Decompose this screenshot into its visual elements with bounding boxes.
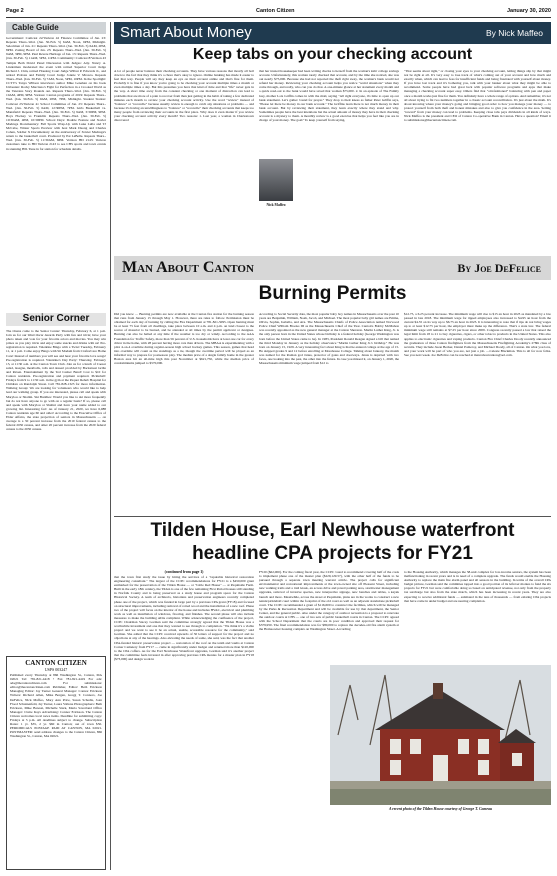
house-illustration [330,665,551,805]
tilden-house-photo [330,665,551,805]
mac-col-2: According to Social Security data, the most popular baby boy names in Massachusetts over the past 10 years are Benjamin, William, Noah, Jacob, and Michael. The most popular baby girl names are Emma, Olivia, Sophia, Isabella, and Ava. The Massachusetts Chiefs of Police Association named Norwood Police Chief William Brooks III as the Massachusetts Chief of the Year. Canton's Bobby McMahon was recently appointed as the new general manager at the Canton Sheraton. Martin Luther King, Jr. is the only person born in the United States whose birthday is a federal holiday (George Washington was born before the United States came to be). In 1983, President Ronald Reagan signed a bill that named the third Monday in January as the holiday observance "Martin Luther King Jr.'s birthday." He was born on January 15, 1929. A very interesting fact about King is that he entered college at the age of 15. He skipped grades 9 and 12 before enrolling at Morehouse College. Talking about January, the month was named for the Roman god Janus, protector of gates and doorways. Janus is depicted with two faces, one looking into the past, the other into the future. In case you missed it, on January 1, 2020, the Massachusetts minimum wage jumped from $12 to [259,312,399,366]
tilden-col-3-bottom [404,814,551,870]
mac-col-3: $12.75, a 6.25 percent increase. The minimum wage will rise to $15 an hour in 2023 as mandated by a law passed in late 2018. The minimum wage for tipped employees also increased to $4.95 an hour from the current $4.35 on its way up to $6.75 an hour in 2023. It is interesting to note that if tips do not bring wages up to at least $12.75 per hour, the employer must make up the difference. That's a state law. The federal minimum wage still remains at $7.25 per hour since 2009. Congress recently passed a law that raised the legal limit from 18 to 21 to buy cigarettes, cigars, or other tobacco products in the United States. This also applies to electronic cigarettes and vaping products. Canton Fire Chief Charles Doody recently announced the graduation of three Canton firefighters from the Massachusetts Firefighting Academy's 278th class of recruits. They include Jason Becker, Daniel Pomeroy, and Michael Doody, all of Canton. On what you love, and your work will be part of who you are, not just a job. —Celeste Blackman. This is all for now folks. See you next week. Joe DeFelice can be reached at mancaboutcanton@aol.com. [404,312,551,357]
column-name: Smart About Money [120,24,252,41]
smart-about-money-banner [114,22,551,44]
money-col-2-wrap [259,69,399,252]
author-photo-caption: Nick Maffeo [266,203,286,207]
column-name: Man About Canton [122,259,254,276]
column-byline: By Joe DeFelice [457,261,541,275]
money-col-3: "That seems about right," or closing your eyes to your checking account, letting things slip by that might not be right at all. It's very easy to lose track of what's coming out of your account and how much and exactly when, which can lead to fees for insufficient funds and being frustrated with yourself about money. If you have lost track and it's bothering you, talk with your banker about what they might be able to recommend. Some people have had great luck with popular software programs and apps that make managing a checking account super easy. Others find that "old-fashioned" balancing with pen and paper once a month works just fine for them. You definitely have a whole range of options. And remember, it's not all about trying to fix two numbers together in a classic account reconciliation. It's just about the math. It's about knowing where your money's going and bringing good order to how you manage your money — to protect yourself from both theft and honest mistakes and also to give you confidence in the area. Setting "reward" from your money can lead to problems. Keeping close tabs pays dividends in all kinds of ways. Nick Maffeo is the president and CEO of Canton Co-operative Bank in Canton. Have a question? Email it to submissions@thecantoncitizen.com. [404,69,551,123]
issue-date: January 30, 2020 [506,8,551,14]
tilden-col-3-top: to the Housing Authority, which manages the 58-unit complex for low-income seniors, the system has been malfunctioning in recent years and is in need of a complete upgrade. The funds would enable the Housing Authority to replace the main fire alarm panel and all sensors in the building. In terms of the overall CPA budget picture, Gorman said the committee tapped into a good portion of its leftover monies to fund the six projects for FY21 but were comfortable doing so based on anticipated revenue, not only from the property tax surcharge but also from the state match, which has been increasing in recent years. They are also expecting to receive additional funds — estimated in the tens of thousands — from existing CPA projects that have come in under budget and are nearing completion. [404,570,551,603]
senior-corner-title: Senior Corner [6,313,106,326]
page-number: Page 2 [6,8,24,14]
tilden-headline-line1: Tilden House, Earl Newhouse waterfront [150,520,515,541]
tilden-col-2: FY20 ($62,000). For the coming fiscal year, the CCPC voted to recommend covering half of the costs to implement phase one of the master plan ($229,129.57), with the other half of the funds to be pursued through a separate town meeting warrant article. The project calls for significant environmental and recreational improvements at the town-owned site off Pleasant Street, including new walking trails and a trail kiosk, an access drive and paved parking area, stormwater management upgrades, removal of invasive species, new interpretive signage, new benches and tables, a kayak launch and more. Meanwhile, across the street at Pequitside, plans are in the works to construct a new tennis/pickleball court within the footprint of the old court as well as an adjacent standalone pickleball court. The CCPC recommended a grant of $116,600 to construct the facilities, which will be managed by the Parks & Recreation Department and will be available for use by that department, the Senior Center, and the general public. Also under the category of outdoor recreation is a proposal to renovate the outdoor courts at CHS — one of two sets of public basketball courts in Canton. The CCPC agreed with the School Department that the courts are in poor condition and approved their request for $379,950. The final recommendation was for $80,000 to replace the decades-old fire alarm system at the Homeowner housing complex on Washington Street. According [259,570,399,632]
man-about-canton-banner [114,256,551,280]
tilden-col-1: that the town first study the issue by hiring the services of a "reputable historical restoration engineering consultant." The largest of the CCPC recommendations for FY21 is a $450,000 grant earmarked for the preservation of the Tilden House — or "Little Red House" — at Pequitside Farm. Built in the early 18th century, the Tilden is one of the few remaining First Period houses still standing in Norfolk County and is being preserved as a study house and program space for the Canton Historical Society. A team of architects, historians and preservation engineers recently completed phase one of the project, which was funded in large part by a previous CPA grant (FY18) and focused on structural improvements, including removal of rotted wood and the installation of a new roof. Phase two of the project will focus on the interior of the house and includes HVAC, electrical and plumbing work as well as installation of windows, flooring, and finishes. The second phase will also include measures to make the building ADA compliant. While acknowledging the confluence of the project, CCPC Chairman Stacey Gorman said the committee strongly agreed that the Tilden House was a worthwhile investment and one that they wanted to see through to completion. "We think it's a viable project and we want to see it be an actual, usable, accessible resource for the community," said Gorman. She added that the CCPC received upwards of 30 letters of support for the project and no objections at any of the hearings. Also elevating the needs of some, she said, was the fact that another CPA-funded historic preservation project — restoration of the roof on the tenth and vaults at Canton Corner Cemetery from FY17 — came in significantly under budget and returned more than $120,000 to the CPA coffers. As for the Earl Newhouse Waterfront upgrades, Gorman said it's another project that the committee feels invested in after approving previous CPA monies for a master plan in FY18 ($73,000) and design work in [114,575,254,661]
masthead-text: Published every Thursday at 866 Washington St., Canton, MA 02021 Tel: 781-821-4418 • Fax 781-821-4419 For ads: ads@thecantoncitizen.com For submissions: editor@thecantoncitizen.com Publisher, Editor: Beth Erickson Managing Editor: Jay Turner General Manager: Connor Erickson Writers: Richard Allen, Mike Bergen, Gregg T. Connors, Joe DeFelice, Nick Maffeo, Mary Ann Price, Susan Schadle, Joan Flood Schutzenfeld, Jay Turner, Laura Vallone Photographers: Beth Erickson, Mike Baressi, Michelle Stark, Maria Saverland Office Manager: Claire Kays Advertising: Connor Erickson. The Canton Citizen welcomes local news items. Deadline for submitting copy: Fridays at 5 p.m. All deadlines subject to change. Subscription Rates: 1 yr. $35, 2 yr. $60 in Canton; out of town $50. PERIODICALS POSTAGE PAID AT CANTON, MA 02021. POSTMASTER: send address changes to the Canton Citizen, 866 Washington St., Canton, MA 02021. [10,673,102,739]
masthead-usps: USPS 003247 [44,667,68,672]
tilden-headline-line2: headline CPA projects for FY21 [192,543,473,564]
paper-name: Canton Citizen [256,8,295,14]
cable-guide-text: Government: Comcast 22/Verizon 42 Finance Committee of Jan. 23: Repeats Thurs.-Wed. (Jan. 30-Feb. 5) 6AM, Noon, 6PM, Midnight. Selectmen of Jan. 21: Repeats Thurs.-Wed. (Jan. 30-Feb. 5) 6AM, 2PM, 8PM. Zoning Board of Jan. 23: Repeats Thurs.-Wed. (Jan. 30-Feb. 5) 9AM, 3PM, 9PM. Paul Revere Heritage of Jan. 13: Repeats Thurs.-Wed. (Jan. 30-Feb. 5) 11AM, 5PM, 11PM. Community: Comcast 8/Verizon 43 Temple Beth David Panel Discussion with Judges: Atty. Nancy A. Linderman moderated the event with retired Superior Court Judge Richard J. Chin, retired Housing Court Judge Wilbur P. Edwards Jr., and retired Probate and Family Court Judge Jonnie V. Mroszo. Repeats Thurs.-Wed. (Jan. 30-Feb. 5) 7AM, Noon, 5PM, 10PM. In the Spotlight: CCTV's Tanya Willson interviews author Mike Lenehan on his book Unbeaten: Rocky Marciano's Fight for Perfection in a Crooked World as the Veterans Story Rounds out. Repeats Thurs.-Wed. (Jan. 30-Feb. 5) 10AM, 4PM, 9PM. Various: Canton programs of 2019: Repeats Thurs.-Wed. (Jan. 30-Feb. 5) 9AM, 2PM, 7PM, Midnight. Student Station: Comcast 23/Verizon 41 School Committee of Jan. 23: Repeats Thurs.-Wed. (Jan. 30-Feb. 5) 6AM, 12:30PM, 7PM. Girls Basketball vs. Mansfield: Repeats Thurs.-Wed. (Jan. 30-Feb. 5) 9AM, 3:30PM, 9PM. Boys Hockey vs Franklin: Repeats Thurs.-Wed. (Jan. 30-Feb. 5) 10:30AM, 4PM, 10:30PM. School Days: Double Feature and Xavier Madruga Documentary: Full Sports Wrap-Up with Luke Lulla and TJ McCabe, Winter Sports Preview with host Mark Duong and Charles Cohen, Soldier X Documentary on the anniversary of Xavier Madruga's return to the basketball court. Produced by Pat LaBelle. Repeats Thurs.-Wed. (Jan. 30-Feb. 5) 11:30AM, 6PM. Verizon HD 2143: Verizon customers tune to HD Verizon 2143 to see CHS sports and town events in stunning HD. Tune in for station for schedule details. [6,36,106,151]
cable-guide-title: Cable Guide [6,22,106,34]
column-divider [110,22,111,870]
senior-corner-text: The Oxens come to the Senior Center: Thursday, February 6, at 1 p.m. Join us for our 92nd Oscar Awards Party with fun and trivia; have your photo taken and vote for your favorite actors and movies. You may win prizes as you play trivia and enjoy some snacks and drinks with us! Pre-registration is required. Valentine Bingo with a Twist: Tuesday, February 11, at 1 p.m. Come enjoy Bingo with Sit Madam from CraftorCare Home Care! Instead of numbers you will see and hear your favorite love songs! Pre-registration is required. Valentine's Day Party: Thursday, February 13, at 11:30 a.m. at the Canton Town Club. Join us for a lunch of Caesar salad, lasagna, meatballs, rolls and dessert provided by Backstreet Grille and Raven. Entertainment by the Ted Casher Band! Cost is $10 for Canton residents. Pre-registration and payment required. Pickleball: Fridays from 9 to 11:30 a.m. in the gym at the Pequot Rehab Hospital for Children on Randolph Street. Call 781-828-1323 for more information. Walking Group: We are looking for volunteers who would like to help lead our walking group. If you are interested, please call and speak with Marylou or Shalini. Ski Buddies: Would you like to ski more frequently but do not have anyone to go with on a regular basis? If so, please call and speak with Marylou or Shalini and have your name added to our growing list. Interesting fact: As of January 21, 2020, we have 6,088 Canton residents age 60 and older! According to the Executive Office of Elder Affairs, the state projection of seniors in Massachusetts — on average is a 30 percent increase from the 2010 federal census to the federal 2030 census, and other 20 percent increase from the 2020 federal census to the 2030 census. [6,329,106,432]
section-divider [114,516,551,517]
article-headline: Burning Permits [258,283,407,304]
continued-note: (continued from page 1) [164,570,204,574]
author-photo [259,159,293,201]
photo-caption: A recent photo of the Tilden House courtesy of George T. Comeau [388,807,493,811]
money-col-2: that her trusted housekeeper had been writing checks to herself from the woman's kids' college savings account. Unfortunately, this woman rarely checked that account, and by the time she noticed, she was out nearly $75,000. Because she had not reported the theft right away, the woman's bank would not refund her money. Reviewing your checking account helps you notice "weird situations" when they come through, and really, who can you do that. A one-minute glance at her statement every month and a quick read-out to the bank would have saved that woman $75,000. 2. In an episode of The Family Guy, mother Lois Griffin comes in with the mail, saying "All right everyone, it's time to open up our bank statement. Let's gather 'round for prayer." They drop to their knees as father Peter Griffin says, "Please let there be money in our bank account." The Griffins learn there is not much money in their bank account. But by reviewing their statement, they learn exactly where they stand and why. Sometimes people have the best intentions but the actual amount of money they have in their checking account is a mystery to them. A monthly review is a good exercise that helps you feel like you are in charge of your money. The goal? To keep yourself from saying, [259,69,399,123]
article-headline: Keep tabs on your checking account [192,46,473,63]
column-byline: By Nick Maffeo [485,28,543,38]
page-header [6,6,551,18]
masthead-box [6,656,106,870]
mac-col-1: Did you know … Burning permits are now available at the Canton fire station for the burning season that runs from January 15 through May 1. However, there are rules to follow. Permission must be obtained for each day of burning by calling the Fire Department at 781-821-5095. Open burning must be at least 75 feet from all dwellings, take place between 10 a.m. and 4 p.m. on land closest to the source of material to be burned, and be attended at all times by the permit applicant or designee. Burning can also be halted at any time if the weather is too dry or windy. According to the AAA Foundation for Traffic Safety, more than 56 percent of U.S. households have at least one car for every driver in the home, with 28 percent having more cars than drivers. The MBAA is experimenting with a pilot 4-on-4 overtime during regular-season high school hockey games. This season, games that head into overtime will count as the standings as a tie, though the overtime period will be played as an informal way to prepare for postseason play. The median price of a single family home in the greater Boston area hit an all-time high this past November at $621,750, while the median price of condominiums jumped to $570,000. [114,312,254,366]
money-col-1: A lot of people never balance their checking accounts. They have various reasons that mostly all boil down to the fact that they think it's a chore that's okay to ignore. Online banking has made it easier to feel that way. People will say they keep an eye on their account online and that's fine for them. Probably it is fine if you know you're going to be checking your account multiple times a month or even multiple times a day. But this presumes you have that kind of time and that "life" never gets in the way. A short time away from the constant checking or one moment of distraction can lead to problems that are more of a pain to recover from than just getting in the habit of taking a few dedicated minutes each month to review your checking account activity. Use the word "review" instead of "balance" or "reconcile" because usually review is enough to catch any situations or problems — and because it's having an unwillingness to "balance" or "reconcile" their checking accounts that keeps too many people from reviewing their accounts in the first place. Why does it even matter if you review your checking account activity every month? Two reasons: 1. Last year, a woman in Charlestown discovered [114,69,254,123]
masthead-title: CANTON CITIZEN [25,659,87,667]
